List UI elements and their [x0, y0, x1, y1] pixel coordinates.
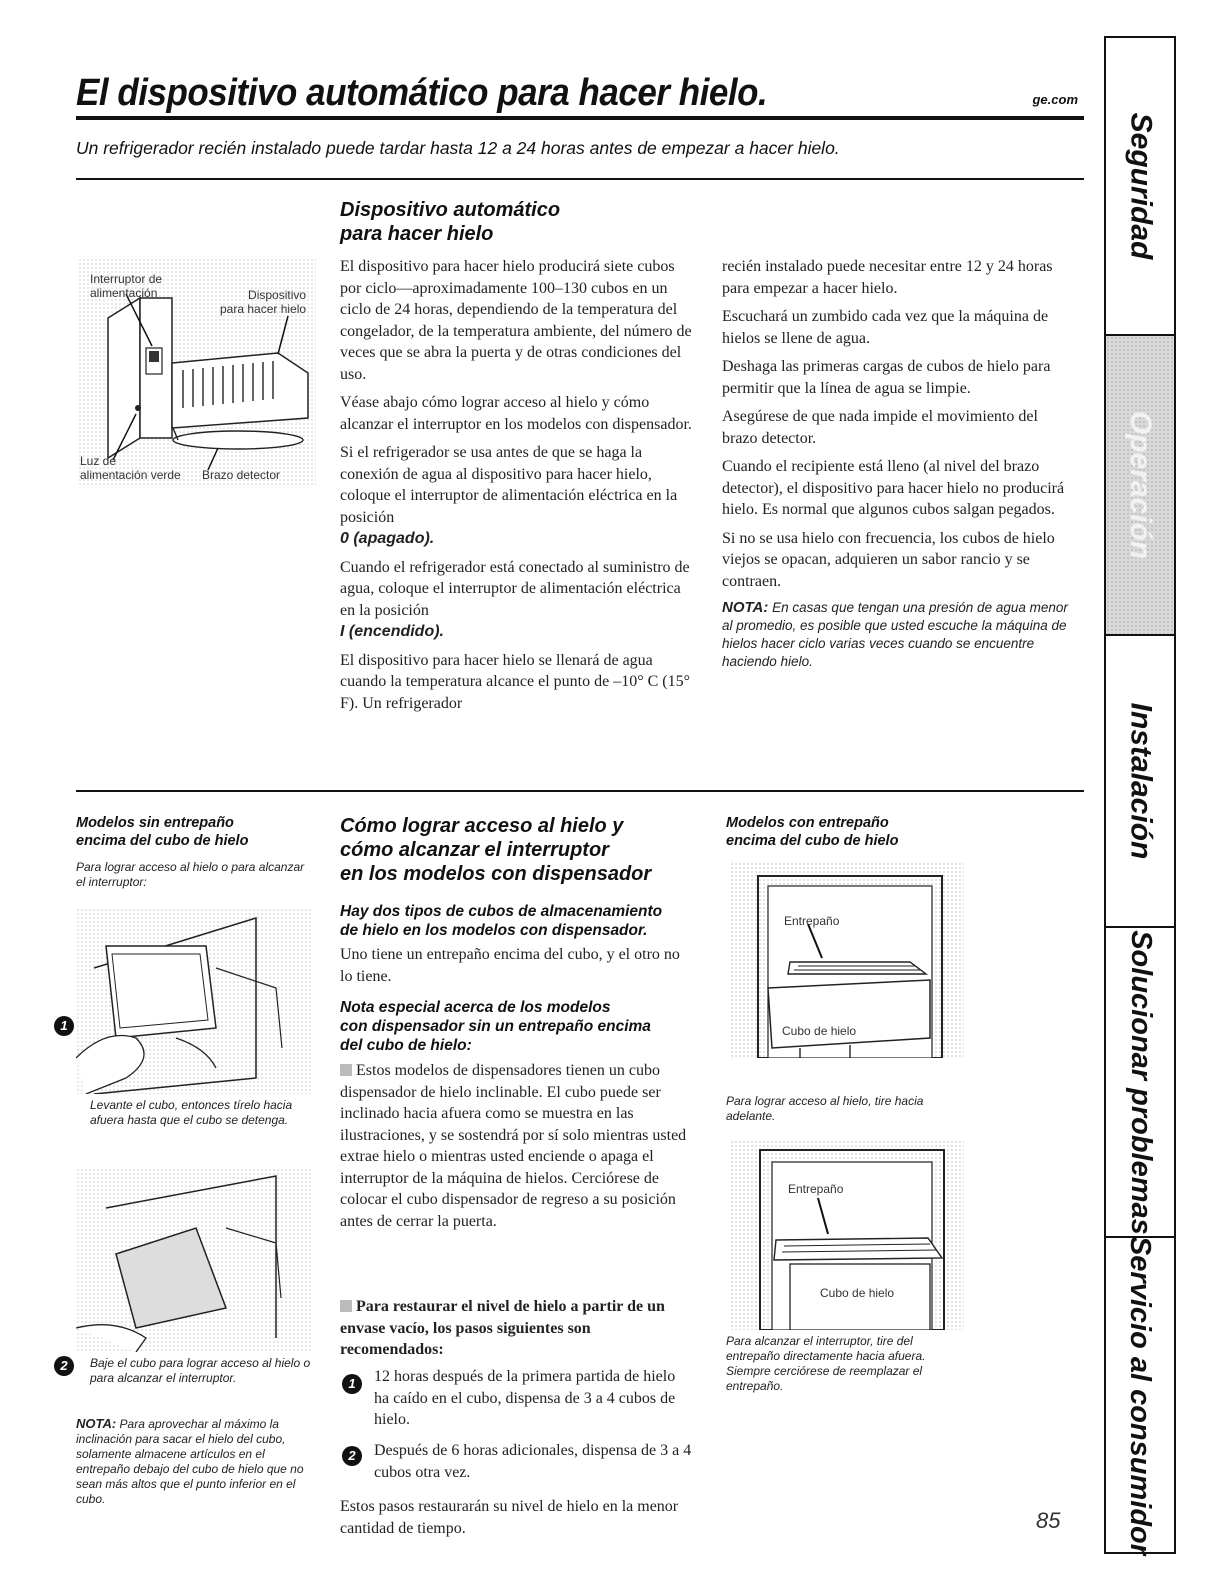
bin-lift-illustration	[76, 908, 312, 1094]
right-caption-1: Para lograr acceso al hielo, tire hacia adelante.	[726, 1094, 924, 1123]
section-rule-2	[76, 790, 1084, 792]
paragraph: El dispositivo para hacer hielo producirá siete cubos por ciclo—aproximadamente 100–130 cubos en un ciclo de 24 horas, dependiendo de la temperatura del congelador, de la temperatura ambiente, del número de veces que se abra la puerta y de otras condiciones del uso.	[340, 258, 692, 383]
mid-step1-badge: 1	[342, 1374, 362, 1394]
paragraph: El dispositivo para hacer hielo se llenará de agua cuando la temperatura alcance el punto de –10° C (15° F). Un refrigerador	[340, 651, 690, 712]
side-tab-instalacion[interactable]	[1104, 636, 1176, 928]
fig1-bin-label: Cubo de hielo	[782, 1024, 857, 1038]
page-title: El dispositivo automático para hacer hielo.	[76, 72, 768, 114]
label-luz: Luz de alimentación verde	[80, 454, 181, 482]
mid-text-2: Estos modelos de dispensadores tienen un cubo dispensador de hielo inclinable. El cubo puede ser inclinado hacia afuera como se muestra en las ilustraciones, y se sostendrá por sí solo mientras usted extrae hielo o mientras usted enciende o apaga el interruptor de la máquina de hielos. Cerciórese de colocar el cubo dispensador de regreso a su posición antes de cerrar la puerta.	[340, 1062, 687, 1230]
label-brazo: Brazo detector	[202, 468, 281, 482]
section1-col1	[340, 256, 694, 721]
mid-text-1: Uno tiene un entrepaño encima del cubo, y el otro no lo tiene.	[340, 946, 680, 985]
paragraph: Deshaga las primeras cargas de cubos de hielo para permitir que la línea de agua se limpie.	[722, 358, 1051, 397]
label-interruptor: Interruptor de alimentación	[90, 272, 163, 300]
fig2-shelf-label: Entrepaño	[788, 1182, 844, 1196]
paragraph: recién instalado puede necesitar entre 12 y 24 horas para empezar a hacer hielo.	[722, 258, 1053, 297]
icemaker-diagram	[78, 258, 316, 486]
paragraph: Si el refrigerador se usa antes de que se haga la conexión de agua al dispositivo para hacer hielo, coloque el interruptor de alimentación eléctrica en la posición 0 (apagado).	[340, 444, 678, 547]
site-label: ge.com	[1032, 92, 1078, 107]
left-step1-text: Levante el cubo, entonces tírelo hacia afuera hasta que el cubo se detenga.	[90, 1098, 293, 1127]
paragraph: Escuchará un zumbido cada vez que la máquina de hielos se llene de agua.	[722, 308, 1049, 347]
mid-step2-badge: 2	[342, 1446, 362, 1466]
mid-step2-text: Después de 6 horas adicionales, dispensa de 3 a 4 cubos otra vez.	[374, 1442, 692, 1481]
section1-col2	[722, 256, 1074, 671]
square-bullet-icon	[340, 1064, 352, 1076]
side-tab-label: Servicio al consumidor	[1124, 1235, 1157, 1555]
label-dispositivo: Dispositivo para hacer hielo	[220, 288, 307, 316]
side-tab-seguridad[interactable]	[1104, 36, 1176, 336]
on-position-label: I (encendido).	[340, 623, 444, 640]
page-number: 85	[1036, 1508, 1061, 1533]
left-note: NOTA: Para aprovechar al máximo la inclinación para sacar el hielo del cubo, solamente almacene artículos en el entrepaño debajo del cubo de hielo que no sean más altos que el punto inferior en el cubo.	[76, 1416, 304, 1506]
mid-step1-text: 12 horas después de la primera partida de hielo ha caído en el cubo, dispensa de 3 a 4 cubos de hielo.	[374, 1368, 676, 1428]
off-position-label: 0 (apagado).	[340, 530, 435, 547]
paragraph: Asegúrese de que nada impide el movimiento del brazo detector.	[722, 408, 1038, 447]
side-tab-label: Solucionar problemas	[1124, 929, 1157, 1235]
right-caption-2: Para alcanzar el interruptor, tire del entrepaño directamente hacia afuera. Siempre cerciórese de reemplazar el entrepaño.	[726, 1334, 926, 1393]
section-rule-1	[76, 178, 1084, 180]
side-tab-operacion[interactable]	[1104, 336, 1176, 636]
side-tab-label: Operación	[1124, 410, 1157, 560]
side-tab-label: Seguridad	[1124, 112, 1158, 260]
mid-subheading-2: Nota especial acerca de los modelos con dispensador sin un entrepaño encima del cubo de hielo:	[340, 999, 651, 1054]
bin-tilt-drawing	[76, 1168, 312, 1352]
right-col-heading: Modelos con entrepaño encima del cubo de hielo	[726, 815, 899, 849]
paragraph: Si no se usa hielo con frecuencia, los cubos de hielo viejos se opacan, adquieren un sabor rancio y se contraen.	[722, 529, 1055, 590]
page-subtitle: Un refrigerador recién instalado puede tardar hasta 12 a 24 horas antes de empezar a hacer hielo.	[76, 138, 840, 158]
side-tab-solucionar[interactable]	[1104, 928, 1176, 1238]
mid-subheading-1: Hay dos tipos de cubos de almacenamiento de hielo en los modelos con dispensador.	[340, 903, 663, 939]
shelf-bin-drawing-2	[730, 1140, 964, 1330]
left-col-heading: Modelos sin entrepaño encima del cubo de hielo	[76, 815, 249, 849]
header-rule	[76, 116, 1084, 120]
bin-tilt-illustration	[76, 1168, 312, 1352]
shelf-bin-diagram-2	[730, 1140, 964, 1330]
left-step2-badge: 2	[54, 1356, 74, 1376]
left-col-intro: Para lograr acceso al hielo o para alcanzar el interruptor:	[76, 860, 305, 889]
bin-lift-drawing	[76, 908, 312, 1094]
shelf-bin-diagram-1	[730, 862, 964, 1058]
fig2-bin-label: Cubo de hielo	[820, 1286, 895, 1300]
paragraph: Véase abajo cómo lograr acceso al hielo y cómo alcanzar el interruptor en los modelos con dispensador.	[340, 394, 692, 433]
mid-closing-text: Estos pasos restaurarán su nivel de hielo en la menor cantidad de tiempo.	[340, 1498, 679, 1537]
section1-heading: Dispositivo automático para hacer hielo	[340, 199, 561, 245]
left-step1-badge: 1	[54, 1016, 74, 1036]
fig1-shelf-label: Entrepaño	[784, 914, 840, 928]
section1-note: NOTA: En casas que tengan una presión de agua menor al promedio, es posible que usted escuche la máquina de hielos hacer ciclo varias veces cuando se encuentre haciendo hielo.	[722, 599, 1068, 669]
side-tab-label: Instalación	[1124, 702, 1157, 860]
paragraph: Cuando el refrigerador está conectado al suministro de agua, coloque el interruptor de alimentación eléctrica en la posición I (encendido).	[340, 558, 690, 640]
paragraph: Cuando el recipiente está lleno (al nivel del brazo detector), el dispositivo para hacer hielo no producirá hielo. Es normal que algunos cubos salgan pegados.	[722, 458, 1065, 518]
side-tab-servicio[interactable]	[1104, 1235, 1176, 1555]
mid-restore-heading: Para restaurar el nivel de hielo a partir de un envase vacío, los pasos siguientes son recomendados:	[340, 1298, 665, 1358]
mid-col-heading: Cómo lograr acceso al hielo y cómo alcanzar el interruptor en los modelos con dispensador	[340, 815, 652, 885]
left-step2-text: Baje el cubo para lograr acceso al hielo o para alcanzar el interruptor.	[90, 1356, 311, 1385]
square-bullet-icon	[340, 1300, 352, 1312]
